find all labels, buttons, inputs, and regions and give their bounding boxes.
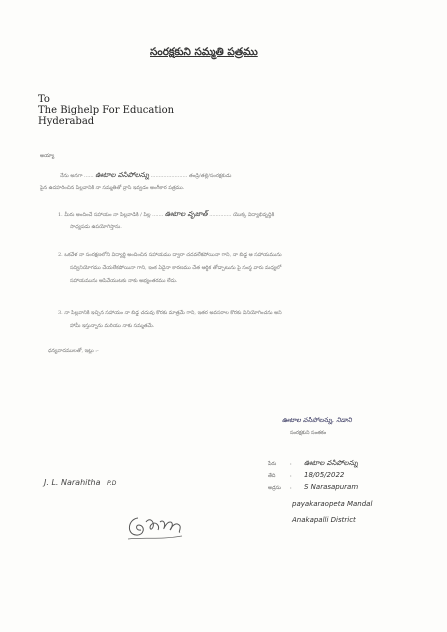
- recipient-line: Hyderabad: [38, 116, 95, 127]
- paragraph-1-line-2: సాధ్యపడు ఉపయోగిస్తాను.: [70, 224, 122, 230]
- body-line-1-suffix: ....................... తండ్రి/తల్లి/సంరక్షకుడు: [150, 173, 232, 179]
- body-line-2: పైన ఉదహరించిన పిల్లవానికి నా సమ్మతితో వ్రాసి ఇవ్వడం అంగీకార పత్రము.: [40, 185, 185, 191]
- guardian-name-filled: ఊటాల వసిపోలన్ను: [95, 171, 150, 179]
- paragraph-3-line-2: హామీ ఇస్తున్నాను మరియు నాకు సమ్మతమే.: [70, 323, 155, 329]
- witness-name: J. L. Narahitha: [44, 478, 101, 487]
- salutation: అయ్యా: [40, 153, 55, 159]
- body-line-1: [60, 171, 231, 181]
- witness-suffix: P.D: [107, 480, 117, 487]
- guardian-signature-label: సంరక్షకుని సంతకం: [290, 430, 327, 436]
- recipient-line: To: [38, 94, 50, 105]
- recipient-line: The Bighelp For Education: [38, 105, 175, 116]
- detail-label: తేది: [268, 473, 276, 479]
- detail-value-address: S Narasapuram: [304, 483, 359, 491]
- detail-colon: :: [290, 473, 292, 479]
- paragraph-2-line-3: సహాయమును ఆపివేయుటకు నాకు అభ్యంతరము లేదు.: [70, 278, 178, 284]
- paragraph-2-line-2: సద్వినియోగము చేయలేకపోయినా గాని, ఇంక ఏదైనా కారణము చేత ఆర్థిక తోడ్పాటును పై సంస్థ వారు మధ్యలో: [70, 265, 282, 271]
- detail-value-name: ఊటాల వసిపోలన్ను: [304, 459, 358, 467]
- recipient-block: [38, 94, 174, 127]
- paragraph-2-line-1: 2. ఒకవేళ నా సంరక్షణలోని విద్యార్థి అందించిన సహాయము ద్వారా చదవలేకపోయినా గాని, నా బిడ్డ ఆ సహాయమును: [58, 252, 282, 258]
- detail-label: పేరు: [268, 461, 277, 467]
- detail-colon: :: [290, 461, 292, 467]
- witness-signature: [44, 478, 116, 487]
- detail-colon: :: [290, 485, 292, 491]
- paragraph-3-line-1: 3. నా పిల్లవానికి ఇచ్చిన సహాయం నా బిడ్డ చదువు కొరకు మాత్రమే గాని, ఇతర అవసరాల కొరకు వినియోగించను అని: [58, 310, 282, 316]
- closing-line: ధన్యవాదములతో, ఇట్లు :-: [48, 348, 99, 354]
- guardian-signature: ఊటాల వసిపోలన్ను, నిడాని: [282, 416, 352, 424]
- paragraph-1-suffix: .............. యొక్క విద్యాభివృద్ధికి: [209, 212, 275, 218]
- detail-value-date: 18/05/2022: [304, 471, 345, 479]
- detail-label: అడ్రసు: [268, 485, 281, 491]
- child-name-filled: ఊటాల వృజాత్: [164, 210, 208, 218]
- detail-value-district: Anakapalli District: [292, 516, 356, 524]
- body-line-1-prefix: నేను అనగా ......: [60, 173, 94, 179]
- paragraph-1-prefix: 1. మీరు అందించే సహాయం నా పిల్లవాడికి / పిల్ల .......: [58, 212, 164, 218]
- handwritten-signature-scribble: [124, 510, 188, 544]
- document-title: సంరక్షకుని సమ్మతి పత్రము: [150, 46, 258, 58]
- paragraph-1: [58, 210, 274, 220]
- detail-value-mandal: payakaraopeta Mandal: [292, 500, 373, 508]
